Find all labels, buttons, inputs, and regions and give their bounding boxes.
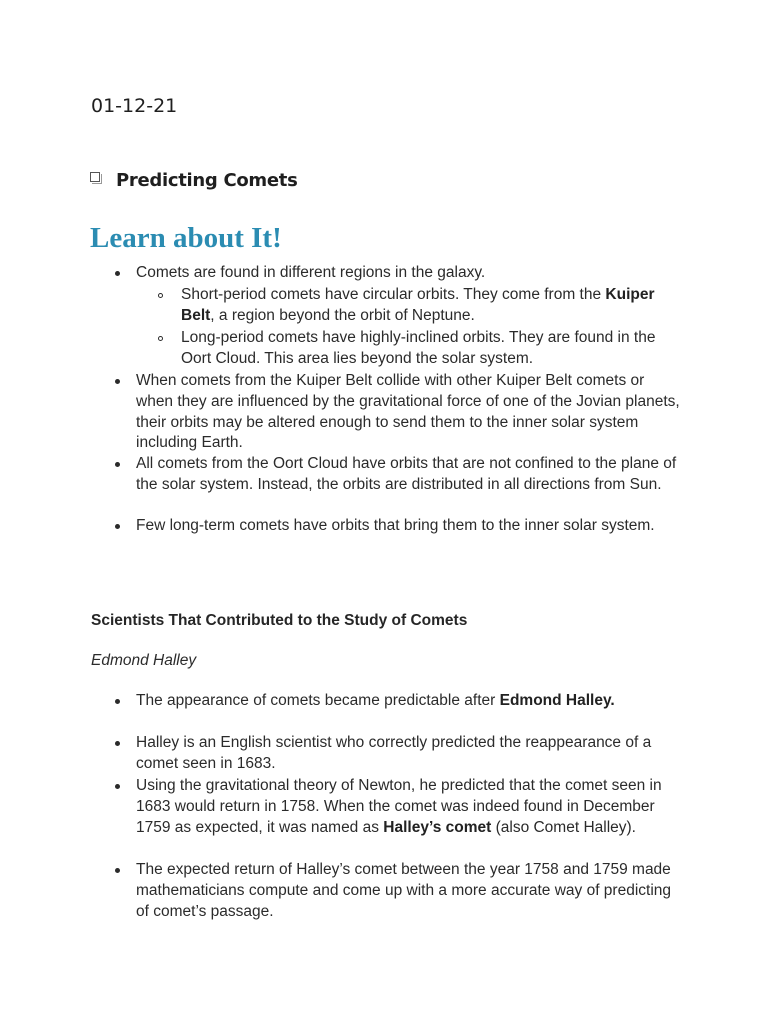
list-item-text: Comets are found in different regions in the galaxy. [136,264,486,281]
list-item-text: Halley is an English scientist who correctly predicted the reappearance of a comet seen in 1683. [136,734,652,772]
list-item-text: Short-period comets have circular orbits. They come from the [181,286,606,303]
edmond-halley-term: Edmond Halley. [499,692,615,709]
list-item-text: The expected return of Halley’s comet between the year 1758 and 1759 made mathematicians compute and come up with a more accurate way of predicting of comet’s passage. [136,861,672,920]
list-item-text: When comets from the Kuiper Belt collide with other Kuiper Belt comets or when they are influenced by the gravitational force of one of the Jovian planets, their orbits may be altered enough to send them to the inner solar system including Earth. [136,372,680,452]
list-item-text: All comets from the Oort Cloud have orbits that are not confined to the plane of the solar system. Instead, the orbits are distributed in all directions from Sun. [136,455,677,493]
list-item [136,371,681,454]
list-item [136,776,681,838]
list-item [136,516,681,537]
section-title-scientists: Scientists That Contributed to the Study of Comets [91,612,468,629]
list-item [136,454,681,496]
list-item [136,691,681,712]
sub-list-item [181,285,681,327]
list-item [136,860,681,922]
section-title-learn: Learn about It! [90,222,282,254]
page-heading: Predicting Comets [116,170,298,191]
sub-list-item [181,328,681,370]
document-date: 01-12-21 [91,95,178,117]
list-item [136,733,681,775]
list-item-text: (also Comet Halley). [491,818,636,836]
list-item-text: Long-period comets have highly-inclined orbits. They are found in the Oort Cloud. This area lies beyond the solar system. [181,329,656,367]
list-item-text: The appearance of comets became predictable after [136,692,500,709]
list-item-text: Few long-term comets have orbits that bring them to the inner solar system. [136,517,655,534]
list-item-text: Using the gravitational theory of Newton, he predicted that the comet seen in 1683 would return in 1758. When the comet was indeed found in December 1759 as expected, it was named as [136,777,662,836]
halleys-comet-term: Halley’s comet [383,818,492,836]
list-item-text: , a region beyond the orbit of Neptune. [210,306,475,324]
kuiper-belt-term: Kuiper Belt [181,286,655,324]
subsection-title-halley: Edmond Halley [91,652,197,669]
checkbox-icon[interactable] [90,172,100,182]
list-item [136,263,681,284]
